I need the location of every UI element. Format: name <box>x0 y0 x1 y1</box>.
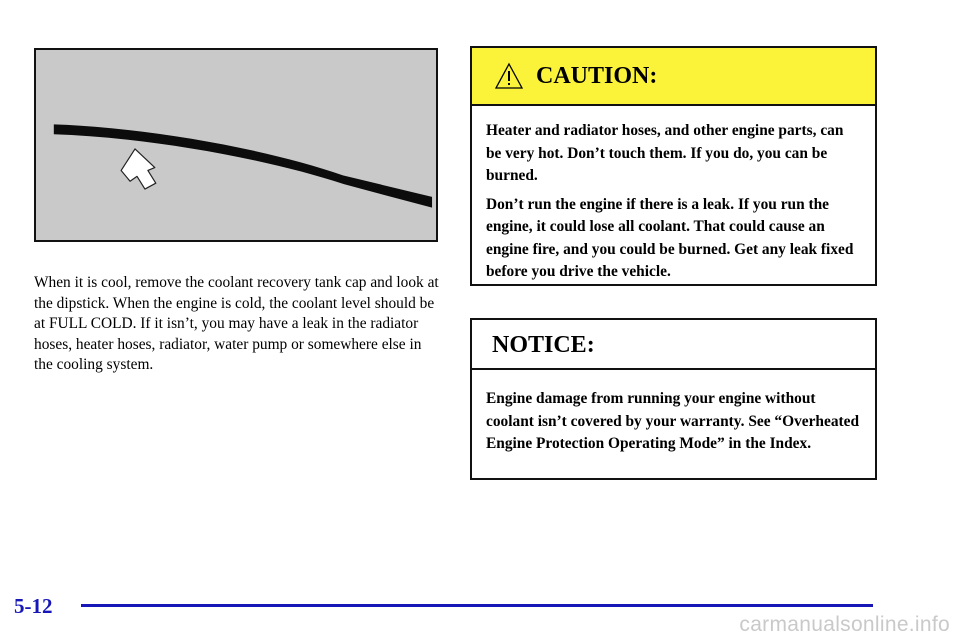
caution-title: CAUTION: <box>536 63 658 89</box>
dipstick-shape <box>54 124 432 207</box>
notice-body <box>472 370 875 456</box>
notice-paragraph: Engine damage from running your engine without coolant isn’t covered by your warranty. See “Overheated Engine Protection Operating Mode” in the Index. <box>486 390 860 452</box>
caution-paragraph: Don’t run the engine if there is a leak. If you run the engine, it could lose all coolant. That could cause an engine fire, and you could be burned. Get any leak fixed before you drive the vehicle. <box>486 195 854 280</box>
caution-header <box>472 48 875 106</box>
site-watermark: carmanualsonline.info <box>739 613 950 636</box>
notice-header <box>472 320 875 370</box>
dipstick-drawing <box>36 50 436 240</box>
coolant-check-text: When it is cool, remove the coolant recovery tank cap and look at the dipstick. When the engine is cold, the coolant level should be at FULL COLD. If it isn’t, you may have a leak in the radiator hoses, heater hoses, radiator, water pump or somewhere else in the cooling system. <box>34 274 439 373</box>
warning-triangle-icon <box>494 62 524 90</box>
caution-body <box>472 106 875 284</box>
caution-box <box>470 46 877 286</box>
caution-paragraph: Heater and radiator hoses, and other engine parts, can be very hot. Don’t touch them. If you do, you can be burned. <box>486 122 844 184</box>
page-number: 5-12 <box>14 594 53 618</box>
dipstick-illustration <box>34 48 438 242</box>
footer-rule <box>81 604 873 607</box>
notice-title: NOTICE: <box>492 332 595 358</box>
arrow-icon <box>121 149 156 189</box>
notice-box <box>470 318 877 480</box>
